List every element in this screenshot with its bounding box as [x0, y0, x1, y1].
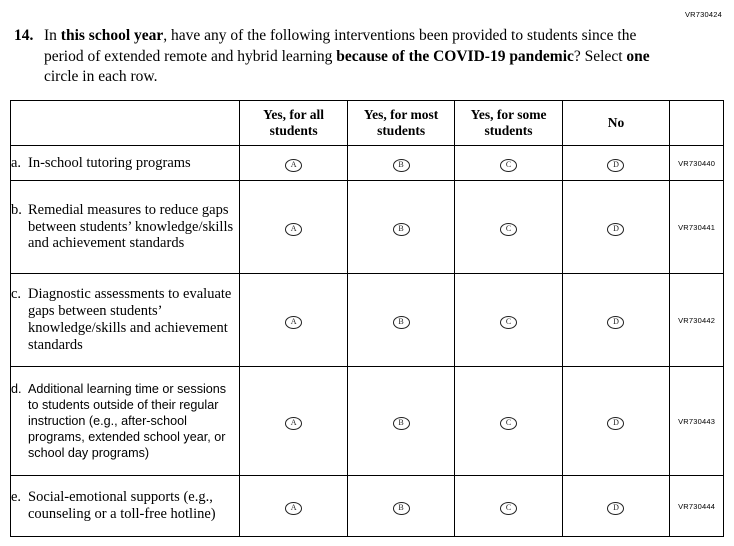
option-cell-a-4[interactable] [562, 146, 669, 181]
response-grid [10, 100, 724, 537]
radio-bubble-icon[interactable]: D [607, 316, 624, 329]
option-cell-c-4[interactable] [562, 274, 669, 367]
header-yes-all: Yes, for all students [240, 101, 347, 146]
radio-bubble-icon[interactable]: A [285, 159, 302, 172]
option-cell-c-2[interactable] [347, 274, 454, 367]
row-item-cell [11, 476, 240, 537]
option-cell-b-3[interactable] [455, 181, 562, 274]
row-label: d. [11, 381, 22, 396]
header-item-column [11, 101, 240, 146]
option-cell-b-1[interactable] [240, 181, 347, 274]
table-row [11, 274, 724, 367]
radio-bubble-icon[interactable]: C [500, 502, 517, 515]
row-code: VR730443 [670, 367, 724, 476]
radio-bubble-icon[interactable]: C [500, 417, 517, 430]
row-item-cell [11, 367, 240, 476]
row-text: Diagnostic assessments to evaluate gaps between students’ knowledge/skills and achievement standards [28, 286, 232, 353]
row-code: VR730442 [670, 274, 724, 367]
option-cell-a-3[interactable] [455, 146, 562, 181]
table-row [11, 181, 724, 274]
row-item-cell [11, 181, 240, 274]
radio-bubble-icon[interactable]: D [607, 223, 624, 236]
option-cell-a-2[interactable] [347, 146, 454, 181]
row-label: a. [11, 154, 22, 171]
header-no: No [562, 101, 669, 146]
row-code: VR730444 [670, 476, 724, 537]
option-cell-d-1[interactable] [240, 367, 347, 476]
row-label: b. [11, 201, 22, 218]
radio-bubble-icon[interactable]: B [393, 159, 410, 172]
row-code: VR730441 [670, 181, 724, 274]
radio-bubble-icon[interactable]: D [607, 502, 624, 515]
radio-bubble-icon[interactable]: B [393, 502, 410, 515]
row-item-cell [11, 146, 240, 181]
option-cell-d-4[interactable] [562, 367, 669, 476]
row-item-cell [11, 274, 240, 367]
radio-bubble-icon[interactable]: B [393, 417, 410, 430]
radio-bubble-icon[interactable]: A [285, 502, 302, 515]
question-number: 14. [14, 27, 34, 44]
option-cell-d-3[interactable] [455, 367, 562, 476]
page-code: VR730424 [684, 10, 722, 19]
row-label: c. [11, 286, 22, 303]
radio-bubble-icon[interactable]: B [393, 316, 410, 329]
header-code-column [670, 101, 724, 146]
option-cell-c-1[interactable] [240, 274, 347, 367]
option-cell-e-3[interactable] [455, 476, 562, 537]
header-yes-most: Yes, for most students [347, 101, 454, 146]
table-row [11, 367, 724, 476]
option-cell-e-1[interactable] [240, 476, 347, 537]
radio-bubble-icon[interactable]: C [500, 316, 517, 329]
row-text: Remedial measures to reduce gaps between students’ knowledge/skills and achievement standards [28, 201, 234, 252]
question-block [14, 26, 654, 88]
radio-bubble-icon[interactable]: C [500, 223, 517, 236]
radio-bubble-icon[interactable]: C [500, 159, 517, 172]
row-text: In-school tutoring programs [28, 154, 191, 171]
option-cell-b-4[interactable] [562, 181, 669, 274]
radio-bubble-icon[interactable]: A [285, 417, 302, 430]
radio-bubble-icon[interactable]: D [607, 159, 624, 172]
option-cell-a-1[interactable] [240, 146, 347, 181]
option-cell-d-2[interactable] [347, 367, 454, 476]
header-row [11, 101, 724, 146]
table-row [11, 476, 724, 537]
radio-bubble-icon[interactable]: D [607, 417, 624, 430]
row-code: VR730440 [670, 146, 724, 181]
grid-header [11, 101, 724, 146]
radio-bubble-icon[interactable]: A [285, 223, 302, 236]
table-row [11, 146, 724, 181]
row-text: Social-emotional supports (e.g., counseling or a toll-free hotline) [28, 489, 216, 522]
option-cell-e-4[interactable] [562, 476, 669, 537]
radio-bubble-icon[interactable]: B [393, 223, 410, 236]
option-cell-e-2[interactable] [347, 476, 454, 537]
option-cell-b-2[interactable] [347, 181, 454, 274]
row-label: e. [11, 489, 22, 506]
grid-body [11, 146, 724, 537]
radio-bubble-icon[interactable]: A [285, 316, 302, 329]
option-cell-c-3[interactable] [455, 274, 562, 367]
row-text: Additional learning time or sessions to students outside of their regular instruction (e.g., after-school programs, extended school year, or school day programs) [28, 381, 227, 461]
header-yes-some: Yes, for some students [455, 101, 562, 146]
question-text: In this school year, have any of the following interventions been provided to students since the period of extended remote and hybrid learning because of the COVID-19 pandemic? Select one circle in each row. [44, 27, 650, 86]
